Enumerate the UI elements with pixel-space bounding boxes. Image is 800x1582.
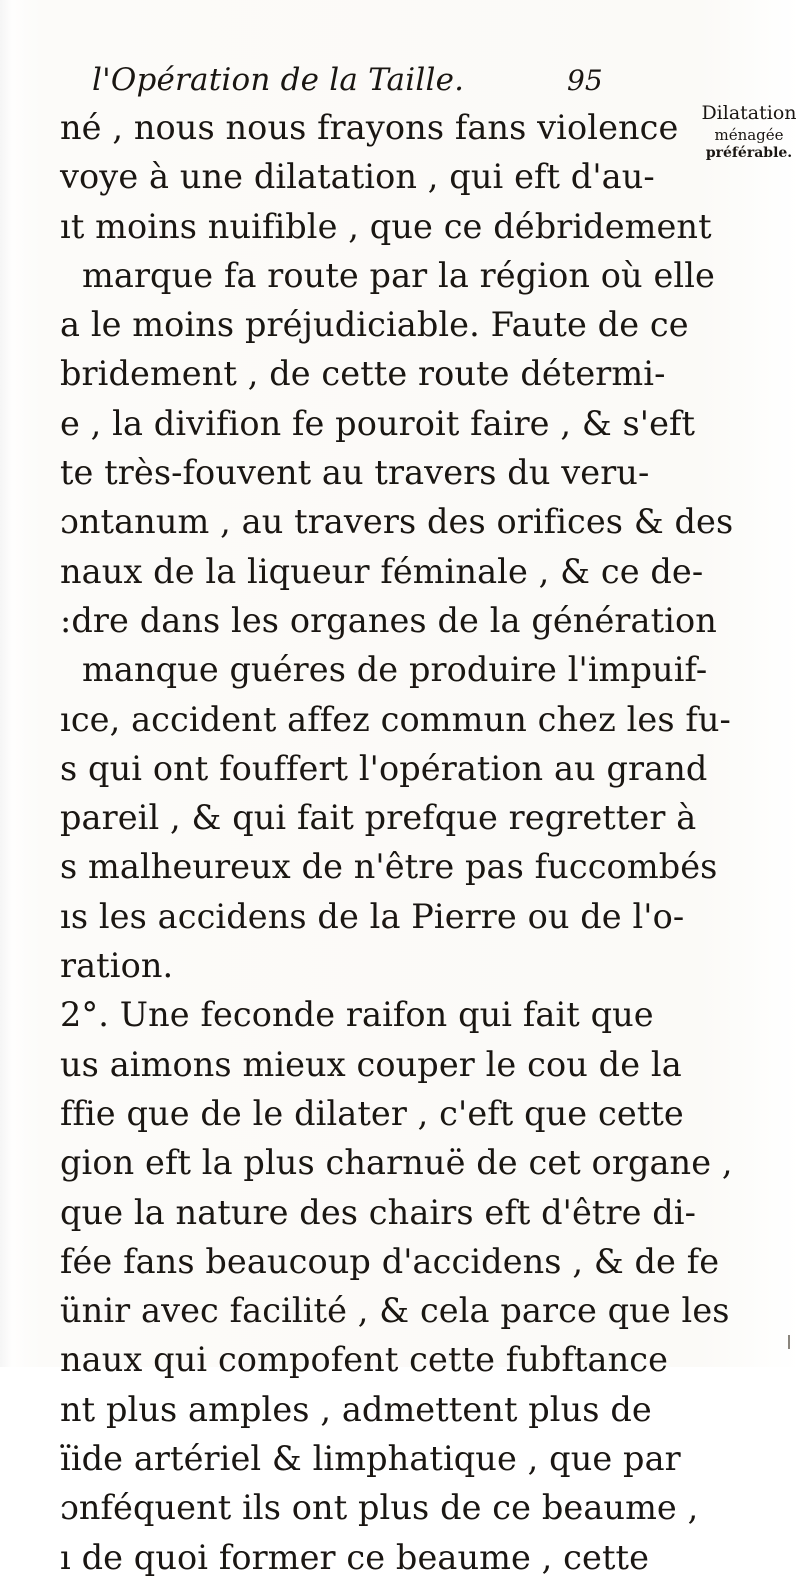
text-line: :dre dans les organes de la génération: [60, 600, 717, 640]
text-line: né , nous nous frayons fans violence: [60, 108, 679, 147]
text-line: te très-fouvent au travers du veru-: [60, 453, 650, 493]
text-line: pareil , & qui fait prefque regretter à: [60, 798, 697, 838]
running-title: l'Opération de la Taille.: [92, 62, 465, 98]
page-header: [92, 62, 612, 102]
text-line: s qui ont fouffert l'opération au grand: [60, 748, 708, 788]
text-line: voye à une dilatation , qui eft d'au-: [60, 157, 655, 197]
margin-note-line-2: ménagée: [714, 126, 784, 144]
margin-note-line-3: préférable.: [705, 145, 793, 161]
text-line: ıce, accident affez commun chez les fu-: [60, 699, 731, 739]
margin-note-line-1: Dilatation: [701, 102, 797, 124]
text-line: gion eft la plus charnuë de cet organe ,: [60, 1143, 733, 1183]
text-line: nt plus amples , admettent plus de: [60, 1389, 652, 1429]
paper-speck: [788, 1335, 790, 1349]
text-line: manque guéres de produire l'impuif-: [82, 650, 708, 690]
text-line: a le moins préjudiciable. Faute de ce: [60, 305, 689, 345]
text-line: fée fans beaucoup d'accidens , & de fe: [60, 1241, 720, 1281]
text-line: ɔntanum , au travers des orifices & des: [60, 502, 734, 542]
text-line: naux de la liqueur féminale , & ce de-: [60, 551, 704, 591]
text-line: naux qui compofent cette fubftance: [60, 1340, 669, 1380]
page-gutter-shadow: [0, 0, 12, 1367]
text-line: s malheureux de n'être pas fuccombés: [60, 847, 718, 887]
text-line: us aimons mieux couper le cou de la: [60, 1044, 682, 1084]
text-line: ffie que de le dilater , c'eft que cette: [60, 1093, 684, 1133]
text-line: marque fa route par la région où elle: [82, 255, 715, 295]
body-text: [60, 103, 740, 1582]
text-line: 2°. Une feconde raifon qui fait que: [60, 995, 654, 1035]
text-line: que la nature des chairs eft d'être di-: [60, 1192, 697, 1232]
text-line: bridement , de cette route détermi-: [60, 354, 666, 394]
text-line: ıt moins nuifible , que ce débridement: [60, 206, 712, 246]
text-line: ration.: [60, 946, 174, 986]
text-line: ïide artériel & limphatique , que par: [60, 1439, 681, 1479]
text-line: ünir avec facilité , & cela parce que les: [60, 1291, 730, 1331]
text-line: ɔnféquent ils ont plus de ce beaume ,: [60, 1488, 699, 1528]
page-number: 95: [567, 64, 603, 97]
text-line: ıs les accidens de la Pierre ou de l'o-: [60, 896, 685, 936]
text-line: e , la divifion fe pouroit faire , & s'eft: [60, 403, 696, 443]
text-line: ı de quoi former ce beaume , cette: [60, 1537, 649, 1577]
